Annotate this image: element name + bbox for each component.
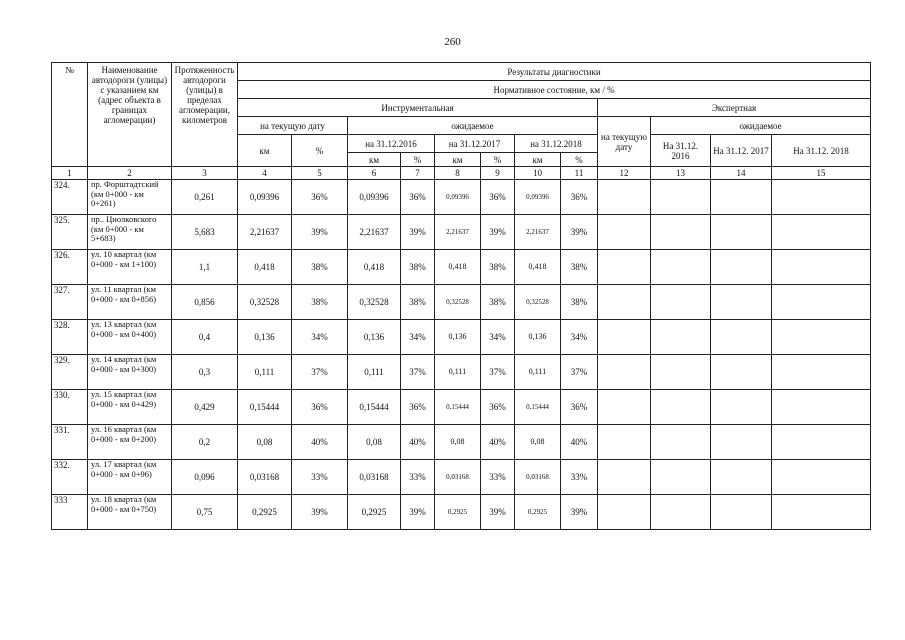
pct-2017-cell: 40% [481,425,515,460]
km-2017-cell: 0,136 [435,320,481,355]
km-2017-cell: 0,418 [435,250,481,285]
km-2018-cell: 0,15444 [515,390,561,425]
km-2016-cell: 0,03168 [348,460,401,495]
current-km-cell: 0,136 [238,320,292,355]
table-row [52,320,871,355]
expert-current-cell [598,390,651,425]
road-name: ул. 10 квартал (км 0+000 - км 1+100) [88,250,172,285]
road-name: ул. 13 квартал (км 0+000 - км 0+400) [88,320,172,355]
column-number: 3 [172,167,238,180]
km-2017-cell: 0,32528 [435,285,481,320]
header-date-2017: на 31.12.2017 [435,135,515,153]
current-pct-cell: 34% [292,320,348,355]
pct-2018-cell: 38% [561,285,598,320]
expert-2018-cell [772,355,871,390]
row-number: 330. [52,390,88,425]
column-number: 15 [772,167,871,180]
expert-2016-cell [651,250,711,285]
row-number: 327. [52,285,88,320]
current-pct-cell: 40% [292,425,348,460]
km-2018-cell: 0,03168 [515,460,561,495]
current-km-cell: 0,418 [238,250,292,285]
road-length: 0,261 [172,180,238,215]
diagnostics-table [51,62,871,530]
km-2018-cell: 0,111 [515,355,561,390]
expert-2016-cell [651,355,711,390]
km-2017-cell: 0,08 [435,425,481,460]
current-pct-cell: 38% [292,285,348,320]
road-length: 0,429 [172,390,238,425]
header-current-pct: % [292,135,348,167]
km-2016-cell: 0,111 [348,355,401,390]
road-name: ул. 16 квартал (км 0+000 - км 0+200) [88,425,172,460]
km-2018-cell: 0,2925 [515,495,561,530]
current-pct-cell: 39% [292,495,348,530]
table-row [52,390,871,425]
current-km-cell: 0,15444 [238,390,292,425]
expert-2018-cell [772,250,871,285]
km-2017-cell: 0,2925 [435,495,481,530]
header-expert-2016: На 31.12. 2016 [651,135,711,167]
km-2016-cell: 0,136 [348,320,401,355]
road-length: 1,1 [172,250,238,285]
header-2016-km: км [348,153,401,167]
km-2018-cell: 2,21637 [515,215,561,250]
pct-2018-cell: 34% [561,320,598,355]
table-row [52,495,871,530]
header-current-date: на текущую дату [238,117,348,135]
header-date-2016: на 31.12.2016 [348,135,435,153]
km-2017-cell: 0,03168 [435,460,481,495]
table-row [52,180,871,215]
expert-current-cell [598,355,651,390]
column-number: 5 [292,167,348,180]
header-2017-pct: % [481,153,515,167]
expert-2017-cell [711,180,772,215]
pct-2018-cell: 39% [561,495,598,530]
current-km-cell: 0,09396 [238,180,292,215]
pct-2017-cell: 33% [481,460,515,495]
page-number: 260 [444,36,461,48]
column-number-row [52,167,871,180]
column-number: 4 [238,167,292,180]
header-expert-current: на текущую дату [598,117,651,167]
table-row [52,425,871,460]
km-2017-cell: 0,111 [435,355,481,390]
km-2016-cell: 0,08 [348,425,401,460]
row-number: 333 [52,495,88,530]
pct-2018-cell: 39% [561,215,598,250]
expert-2018-cell [772,460,871,495]
header-2016-pct: % [401,153,435,167]
expert-2018-cell [772,390,871,425]
road-length: 0,4 [172,320,238,355]
km-2018-cell: 0,09396 [515,180,561,215]
row-number: 326. [52,250,88,285]
current-km-cell: 0,32528 [238,285,292,320]
pct-2018-cell: 36% [561,180,598,215]
expert-2016-cell [651,425,711,460]
header-normative: Нормативное состояние, км / % [238,81,871,99]
expert-2017-cell [711,320,772,355]
current-km-cell: 0,2925 [238,495,292,530]
expert-2018-cell [772,495,871,530]
row-number: 329. [52,355,88,390]
expert-current-cell [598,425,651,460]
table-row [52,460,871,495]
header-2018-km: км [515,153,561,167]
km-2018-cell: 0,32528 [515,285,561,320]
expert-2017-cell [711,355,772,390]
column-number: 6 [348,167,401,180]
row-number: 325. [52,215,88,250]
expert-2018-cell [772,285,871,320]
road-name: ул. 15 квартал (км 0+000 - км 0+429) [88,390,172,425]
header-expert-2018: На 31.12. 2018 [772,135,871,167]
table-row [52,355,871,390]
expert-current-cell [598,215,651,250]
row-number: 331. [52,425,88,460]
header-date-2018: на 31.12.2018 [515,135,598,153]
column-number: 12 [598,167,651,180]
table-body [52,63,871,530]
road-length: 0,3 [172,355,238,390]
pct-2016-cell: 38% [401,250,435,285]
current-pct-cell: 38% [292,250,348,285]
header-results: Результаты диагностики [238,63,871,81]
expert-2017-cell [711,285,772,320]
road-name: ул. 14 квартал (км 0+000 - км 0+300) [88,355,172,390]
header-expert-2017: На 31.12. 2017 [711,135,772,167]
km-2017-cell: 0,09396 [435,180,481,215]
row-number: 332. [52,460,88,495]
pct-2016-cell: 36% [401,390,435,425]
road-length: 0,096 [172,460,238,495]
expert-2018-cell [772,180,871,215]
pct-2017-cell: 36% [481,390,515,425]
expert-2017-cell [711,250,772,285]
expert-2016-cell [651,180,711,215]
expert-2018-cell [772,215,871,250]
pct-2016-cell: 37% [401,355,435,390]
header-instrumental: Инструментальная [238,99,598,117]
row-number: 328. [52,320,88,355]
pct-2016-cell: 34% [401,320,435,355]
road-length: 0,75 [172,495,238,530]
pct-2017-cell: 37% [481,355,515,390]
pct-2016-cell: 36% [401,180,435,215]
km-2018-cell: 0,08 [515,425,561,460]
expert-2016-cell [651,285,711,320]
expert-current-cell [598,180,651,215]
column-number: 14 [711,167,772,180]
road-length: 0,856 [172,285,238,320]
expert-current-cell [598,285,651,320]
expert-2016-cell [651,495,711,530]
current-pct-cell: 36% [292,390,348,425]
pct-2016-cell: 39% [401,215,435,250]
expert-2017-cell [711,390,772,425]
km-2016-cell: 0,09396 [348,180,401,215]
current-km-cell: 0,03168 [238,460,292,495]
column-number: 2 [88,167,172,180]
expert-2017-cell [711,215,772,250]
expert-2016-cell [651,215,711,250]
current-pct-cell: 33% [292,460,348,495]
table-row [52,215,871,250]
expert-2016-cell [651,320,711,355]
km-2016-cell: 0,32528 [348,285,401,320]
expert-2016-cell [651,390,711,425]
current-pct-cell: 36% [292,180,348,215]
current-pct-cell: 37% [292,355,348,390]
column-number: 8 [435,167,481,180]
header-expert-expected: ожидаемое [651,117,871,135]
header-no: № [52,63,88,167]
table-row [52,285,871,320]
column-number: 10 [515,167,561,180]
pct-2017-cell: 36% [481,180,515,215]
current-km-cell: 0,08 [238,425,292,460]
column-number: 7 [401,167,435,180]
table-row [52,250,871,285]
column-number: 11 [561,167,598,180]
row-number: 324. [52,180,88,215]
expert-2017-cell [711,495,772,530]
expert-current-cell [598,495,651,530]
km-2016-cell: 0,418 [348,250,401,285]
road-name: ул. 11 квартал (км 0+000 - км 0+856) [88,285,172,320]
header-name: Наименование автодороги (улицы) с указанием км (адрес объекта в границах агломерации) [88,63,172,167]
current-km-cell: 2,21637 [238,215,292,250]
pct-2017-cell: 38% [481,285,515,320]
expert-current-cell [598,320,651,355]
header-2018-pct: % [561,153,598,167]
header-expected: ожидаемое [348,117,598,135]
pct-2017-cell: 34% [481,320,515,355]
pct-2016-cell: 40% [401,425,435,460]
road-name: ул. 18 квартал (км 0+000 - км 0+750) [88,495,172,530]
header-current-km: км [238,135,292,167]
expert-2018-cell [772,320,871,355]
pct-2018-cell: 38% [561,250,598,285]
current-km-cell: 0,111 [238,355,292,390]
header-expert: Экспертная [598,99,871,117]
km-2017-cell: 0,15444 [435,390,481,425]
pct-2017-cell: 39% [481,215,515,250]
column-number: 1 [52,167,88,180]
km-2016-cell: 0,15444 [348,390,401,425]
road-name: пр. Форштадтский (км 0+000 - км 0+261) [88,180,172,215]
road-name: пр.. Циолковского (км 0+000 - км 5+683) [88,215,172,250]
pct-2016-cell: 33% [401,460,435,495]
pct-2018-cell: 37% [561,355,598,390]
expert-2018-cell [772,425,871,460]
expert-2017-cell [711,425,772,460]
pct-2018-cell: 33% [561,460,598,495]
pct-2016-cell: 39% [401,495,435,530]
km-2016-cell: 2,21637 [348,215,401,250]
expert-2017-cell [711,460,772,495]
column-number: 9 [481,167,515,180]
road-length: 0,2 [172,425,238,460]
road-name: ул. 17 квартал (км 0+000 - км 0+96) [88,460,172,495]
road-length: 5,683 [172,215,238,250]
expert-2016-cell [651,460,711,495]
expert-current-cell [598,460,651,495]
km-2017-cell: 2,21637 [435,215,481,250]
km-2018-cell: 0,136 [515,320,561,355]
column-number: 13 [651,167,711,180]
header-length: Протяженность автодороги (улицы) в пределах агломерации, километров [172,63,238,167]
pct-2016-cell: 38% [401,285,435,320]
header-2017-km: км [435,153,481,167]
pct-2018-cell: 36% [561,390,598,425]
expert-current-cell [598,250,651,285]
pct-2017-cell: 39% [481,495,515,530]
current-pct-cell: 39% [292,215,348,250]
pct-2017-cell: 38% [481,250,515,285]
km-2018-cell: 0,418 [515,250,561,285]
pct-2018-cell: 40% [561,425,598,460]
km-2016-cell: 0,2925 [348,495,401,530]
